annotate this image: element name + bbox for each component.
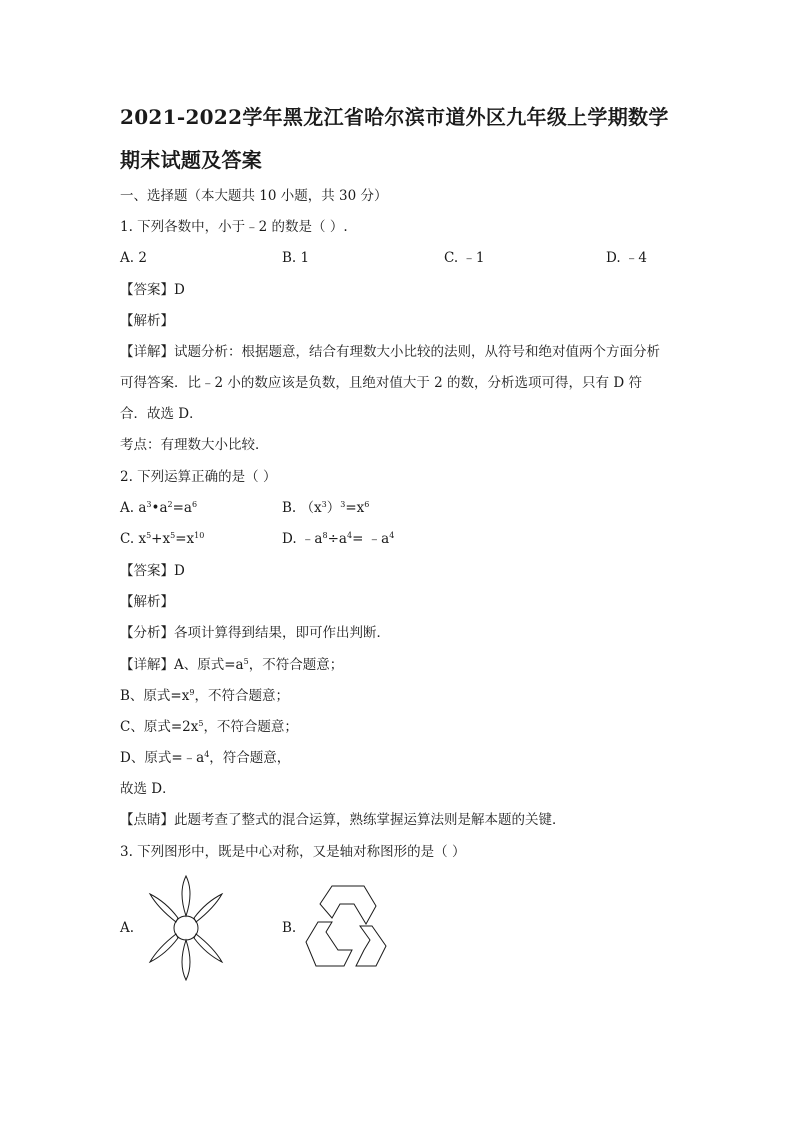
q2-analysis-heading: 【解析】 — [120, 594, 174, 610]
q2-detail-d: D、原式$=﹣a^4$，符合题意， — [120, 750, 291, 766]
q1-kaodian: 考点：有理数大小比较． — [120, 437, 269, 453]
q3-stem: 3. 下列图形中，既是中心对称，又是轴对称图形的是（ ） — [120, 844, 466, 860]
q1-option-d: D. ﹣4 — [606, 250, 648, 266]
q1-option-a: A. 2 — [120, 250, 147, 266]
q2-option-a: A. $a^3•a^2=a^6$ — [120, 500, 198, 516]
document-title-line-1: 2021-2022学年黑龙江省哈尔滨市道外区九年级上学期数学 — [120, 105, 669, 129]
q1-option-b: B. 1 — [282, 250, 310, 266]
q2-option-b: B. $(x^3)^3=x^6$ — [282, 500, 370, 516]
q2-answer: 【答案】D — [120, 563, 185, 579]
q2-dianjing: 【点睛】此题考查了整式的混合运算，熟练掌握运算法则是解本题的关键． — [120, 812, 566, 828]
q3-option-b-recycle-figure — [302, 884, 390, 970]
q1-answer: 【答案】D — [120, 282, 185, 298]
q2-option-c: C. $x^5+x^5=x^{10}$ — [120, 531, 205, 547]
q1-detail-line-2: 可得答案．比﹣2 小的数应该是负数，且绝对值大于 2 的数，分析选项可得，只有 D 符 — [120, 375, 642, 391]
section-heading: 一、选择题（本大题共 10 小题，共 30 分） — [120, 188, 388, 204]
q2-detail-b: B、原式$=x^9$，不符合题意； — [120, 688, 289, 704]
q2-option-d: D. $﹣a^8\div a^4=$ $﹣a^4$ — [282, 531, 395, 547]
document-title-line-2: 期末试题及答案 — [120, 148, 263, 172]
q1-option-c: C. ﹣1 — [444, 250, 485, 266]
q2-detail-a: 【详解】A、原式$=a^5$，不符合题意； — [120, 657, 344, 673]
q3-option-b-label: B. — [282, 920, 297, 936]
q1-stem: 1. 下列各数中，小于﹣2 的数是（ ）. — [120, 219, 348, 235]
q3-option-a-label: A. — [120, 920, 135, 936]
q1-analysis-heading: 【解析】 — [120, 313, 174, 329]
q2-stem: 2. 下列运算正确的是（ ） — [120, 469, 277, 485]
q2-detail-c: C、原式$=2x^5$，不符合题意； — [120, 719, 298, 735]
q3-option-a-flower-figure — [148, 872, 224, 984]
q1-detail-line-3: 合．故选 D． — [120, 406, 203, 422]
q2-conclusion: 故选 D． — [120, 781, 176, 797]
q2-fenxi: 【分析】各项计算得到结果，即可作出判断． — [120, 625, 390, 641]
q1-detail-line-1: 【详解】试题分析：根据题意，结合有理数大小比较的法则，从符号和绝对值两个方面分析 — [120, 344, 660, 360]
